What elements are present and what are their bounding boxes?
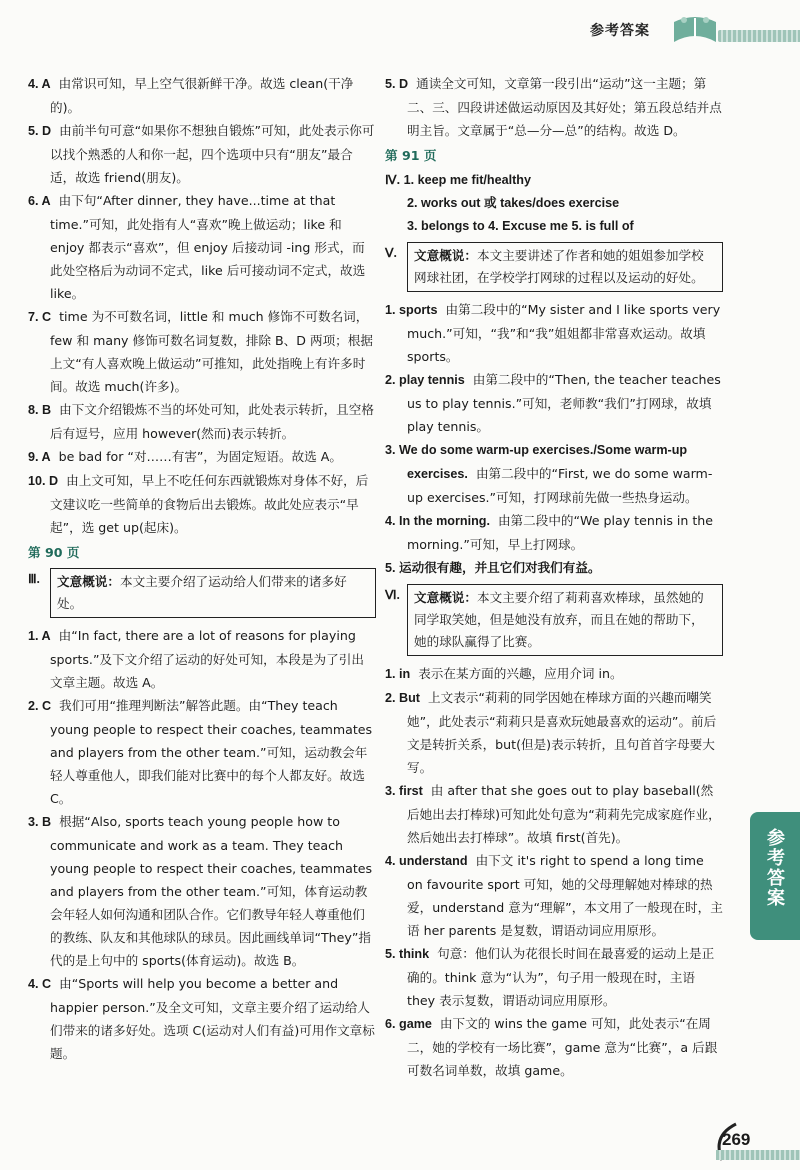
answer-item: 1. A 由“In fact, there are a lot of reasons for playing sports.”及下文介绍了运动的好处可知，本段是为了引出文章主题。故选 A。 (28, 628, 364, 690)
answer-list-left-top (28, 72, 376, 539)
answer-item: 3. B 根据“Also, sports teach young people how to communicate and work as a team. They teach young people to respect their coaches, teammates and players from the other team.”可知，体育运动教会年轻人如何沟通和团队合作。它们教导年轻人尊重他们的教练、队友和其他球队的球员。因此画线单词“They”指代的是上句中的 sports(体育运动)。故选 B。 (28, 814, 373, 968)
answer-item: 4. understand 由下文 it's right to spend a long time on favourite sport 可知，她的父母理解她对棒球的热爱，understand 意为“理解”，本文用了一般现在时，主语 her parents 是复数，谓语动词应用原形。 (385, 853, 723, 938)
section-4-line: 3. belongs to 4. Excuse me 5. is full of (407, 219, 634, 233)
side-tab-label: 参考答案 (764, 828, 785, 908)
section-numeral: Ⅵ. (385, 588, 400, 602)
answer-item: 3. We do some warm-up exercises./Some warm-up exercises. 由第二段中的“First, we do some warm-up exercises.”可知，打网球前先做一些热身运动。 (385, 443, 713, 505)
answer-item: 5. think 句意：他们认为花很长时间在最喜爱的运动上是正确的。think 意为“认为”，句子用一般现在时，主语 they 表示复数，谓语动词应用原形。 (385, 946, 715, 1008)
answer-item: 8. B 由下文介绍锻炼不当的坏处可知，此处表示转折，且空格后有逗号，应用 however(然而)表示转折。 (28, 402, 374, 441)
section-numeral: Ⅲ. (28, 572, 40, 586)
answer-item: 5. 运动很有趣，并且它们对我们有益。 (385, 561, 601, 575)
left-column (28, 72, 376, 1065)
answer-item: 4. A 由常识可知，早上空气很新鲜干净。故选 clean(干净的)。 (28, 76, 354, 115)
header-decoration-bar (718, 30, 800, 42)
answer-item: 2. C 我们可用“推理判断法”解答此题。由“They teach young people to respect their coaches, teammates and players from the other team.”可知，运动教会年轻人尊重他人，即我们能对比赛中的每个人都友好。故选 C。 (28, 698, 373, 806)
answer-item: 2. play tennis 由第二段中的“Then, the teacher teaches us to play tennis.”可知，老师教“我们”打网球，故填 play tennis。 (385, 372, 721, 434)
right-column (385, 72, 723, 1082)
section-4-line: Ⅳ. 1. keep me fit/healthy (385, 173, 532, 187)
answer-item: 9. A be bad for “对……有害”，为固定短语。故选 A。 (28, 449, 342, 464)
answer-item: 10. D 由上文可知，早上不吃任何东西就锻炼对身体不好，后文建议吃一些简单的食物后出去锻炼。故此处应表示“早起”，选 get up(起床)。 (28, 473, 369, 535)
header-title: 参考答案 (590, 23, 650, 39)
section-numeral: Ⅴ. (385, 246, 397, 260)
section-summary-6 (385, 584, 723, 656)
answer-item: 4. C 由“Sports will help you become a better and happier person.”及全文可知，文章主要介绍了运动给人们带来的诸多好处。选项 C(运动对人们有益)可用作文章标题。 (28, 976, 375, 1061)
answer-item: 2. But 上文表示“莉莉的同学因她在棒球方面的兴趣而嘲笑她”，此处表示“莉莉只是喜欢玩她最喜欢的运动”。前后文是转折关系，but(但是)表示转折，且句首首字母要大写。 (385, 690, 717, 775)
answer-item: 3. first 由 after that she goes out to play baseball(然后她出去打棒球)可知此处句意为“莉莉先完成家庭作业，然后她出去打棒球”。故填 first(首先)。 (385, 783, 721, 845)
answer-item: 7. C time 为不可数名词，little 和 much 修饰不可数名词，few 和 many 修饰可数名词复数，排除 B、D 两项；根据上文“有人喜欢晚上做运动”可推知，此处指晚上有许多时间。故选 much(许多)。 (28, 309, 373, 394)
answer-item: 1. in 表示在某方面的兴趣，应用介词 in。 (385, 666, 623, 681)
footer-decoration-bar (716, 1150, 800, 1160)
side-tab (750, 812, 800, 940)
summary-box: 文意概说：本文主要介绍了运动给人们带来的诸多好处。 (50, 568, 376, 618)
answer-item: 5. D 通读全文可知，文章第一段引出“运动”这一主题；第二、三、四段讲述做运动原因及其好处；第五段总结并点明主旨。文章属于“总—分—总”的结构。故选 D。 (385, 76, 722, 138)
book-icon (670, 12, 720, 48)
page-label-91: 第 91 页 (385, 148, 437, 163)
page-number: 269 (722, 1130, 751, 1149)
page-header (470, 8, 800, 54)
answer-list-left-bottom (28, 624, 376, 1065)
summary-box: 文意概说：本文主要讲述了作者和她的姐姐参加学校网球社团，在学校学打网球的过程以及运动的好处。 (407, 242, 723, 292)
section-summary-5 (385, 242, 723, 292)
section-4-line: 2. works out 或 takes/does exercise (407, 196, 620, 210)
answer-item: 6. game 由下文的 wins the game 可知，此处表示“在周二，她的学校有一场比赛”，game 意为“比赛”，a 后跟可数名词单数，故填 game。 (385, 1016, 718, 1078)
answer-list-section-6 (385, 662, 723, 1082)
page-label-90: 第 90 页 (28, 545, 80, 560)
answer-list-section-5 (385, 298, 723, 580)
summary-box: 文意概说：本文主要介绍了莉莉喜欢棒球，虽然她的同学取笑她，但是她没有放弃，而且在她的帮助下，她的球队赢得了比赛。 (407, 584, 723, 656)
answer-item: 6. A 由下句“After dinner, they have...time at that time.”可知，此处指有人“喜欢”晚上做运动；like 和 enjoy 都表示“喜欢”，但 enjoy 后接动词 -ing 形式，而此处空格后为动词不定式，like 后可接动词不定式，故选 like。 (28, 193, 366, 301)
answer-item: 1. sports 由第二段中的“My sister and I like sports very much.”可知，“我”和“我”姐姐都非常喜欢运动。故填 sports。 (385, 302, 721, 364)
answer-item: 5. D 由前半句可意“如果你不想独自锻炼”可知，此处表示你可以找个熟悉的人和你一起，四个选项中只有“朋友”最合适，故选 friend(朋友)。 (28, 123, 375, 185)
section-summary-3 (28, 568, 376, 618)
answer-item: 4. In the morning. 由第二段中的“We play tennis in the morning.”可知，早上打网球。 (385, 513, 714, 552)
